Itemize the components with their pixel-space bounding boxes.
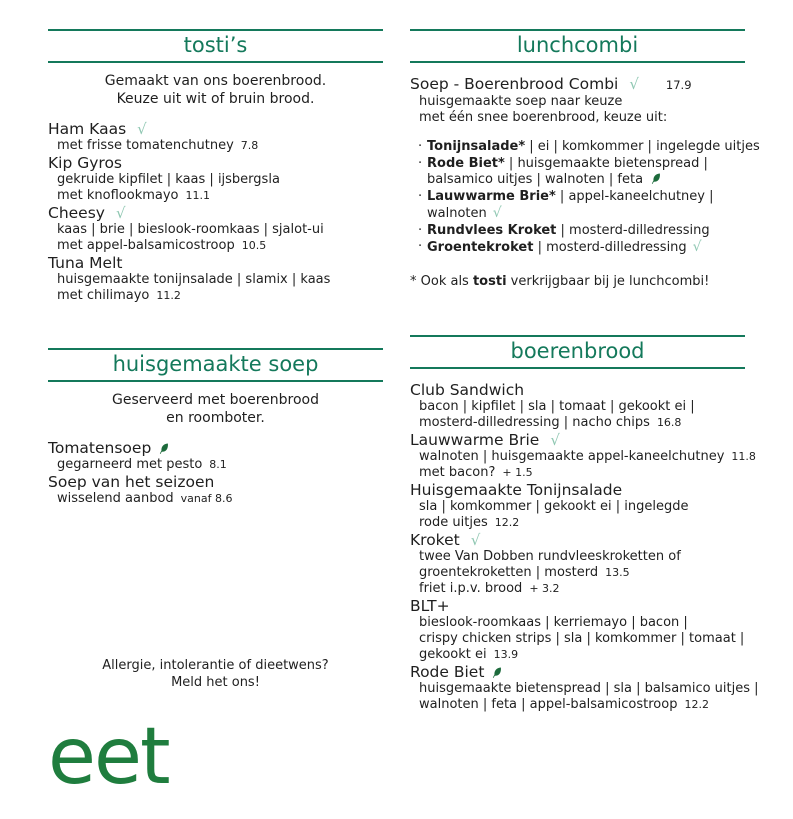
- combo-options-list: [410, 139, 760, 257]
- item-name: Kip Gyros: [48, 154, 123, 172]
- section-intro: [48, 392, 383, 427]
- item-name: Kroket: [410, 530, 460, 549]
- menu-item-list: [48, 439, 383, 507]
- menu-item-list: [410, 380, 759, 713]
- item-price: 13.9: [493, 647, 519, 661]
- section-header: [48, 29, 383, 63]
- vegetarian-check-icon: √: [629, 75, 639, 93]
- left-column: [48, 0, 383, 802]
- item-description-text: sla | komkommer | gekookt ei | ingelegde: [419, 498, 689, 514]
- item-description-text: walnoten | huisgemaakte appel-kaneelchutney: [419, 448, 725, 464]
- item-description: [57, 288, 383, 304]
- option-text: | mosterd-dilledressing: [556, 222, 710, 238]
- item-description: [419, 549, 745, 565]
- option-text: walnoten: [427, 206, 487, 221]
- menu-item: [410, 481, 745, 531]
- vegetarian-check-icon: √: [470, 530, 481, 549]
- menu-item: [48, 473, 383, 507]
- item-name: Ham Kaas: [48, 120, 127, 138]
- option-name: Tonijnsalade*: [427, 139, 526, 154]
- item-name-line: [48, 204, 383, 222]
- menu-item: [410, 597, 745, 663]
- menu-item-combo: [410, 75, 760, 290]
- menu-item: [48, 204, 383, 254]
- item-name: BLT+: [410, 596, 450, 615]
- item-description: [419, 465, 745, 481]
- item-name: Rode Biet: [410, 662, 485, 681]
- item-name: Soep van het seizoen: [48, 473, 215, 491]
- option-text: balsamico uitjes | walnoten | feta: [427, 172, 644, 187]
- intro-line: en roomboter.: [166, 409, 265, 426]
- item-description-text: met frisse tomatenchutney: [57, 138, 234, 153]
- item-description: [419, 448, 756, 465]
- menu-item: [48, 439, 383, 473]
- combo-option: [410, 139, 760, 156]
- option-name: Rundvlees Kroket: [427, 222, 557, 238]
- item-name: Lauwwarme Brie: [410, 430, 540, 449]
- allergy-note-line: Meld het ons!: [171, 675, 260, 690]
- item-description: [419, 399, 745, 415]
- bullet-dot: ·: [418, 139, 423, 154]
- item-description: [419, 581, 745, 597]
- vegetarian-check-icon: √: [550, 430, 560, 449]
- item-name-line: [410, 381, 745, 399]
- section-lunchcombi: [410, 29, 760, 290]
- item-description-text: met appel-balsamicostroop: [57, 238, 235, 253]
- item-name-line: [410, 431, 745, 449]
- combo-option: [410, 223, 745, 240]
- footnote-text: verkrijgbaar bij je lunchcombi!: [506, 273, 710, 289]
- section-boerenbrood: [410, 335, 759, 713]
- bullet-dot: ·: [418, 239, 423, 254]
- item-description: [419, 647, 745, 663]
- option-name: Groentekroket: [427, 240, 534, 255]
- intro-line: Geserveerd met boerenbrood: [111, 392, 320, 408]
- section-title: tosti’s: [183, 33, 248, 57]
- item-description-text: rode uitjes: [419, 514, 488, 530]
- item-name-line: [410, 597, 745, 615]
- bullet-dot: ·: [418, 155, 423, 171]
- item-name-line: [410, 75, 745, 94]
- menu-item: [48, 254, 383, 304]
- item-description-text: walnoten | feta | appel-balsamicostroop: [419, 696, 678, 712]
- item-description: [57, 172, 383, 188]
- item-description: [419, 615, 745, 631]
- item-description-text: kaas | brie | bieslook-roomkaas | sjalot-ui: [57, 222, 324, 237]
- item-description: [419, 415, 745, 431]
- item-description: [419, 697, 745, 713]
- item-description-text: wisselend aanbod: [57, 491, 174, 506]
- item-price: 8.1: [209, 458, 227, 471]
- item-description-text: bacon | kipfilet | sla | tomaat | gekookt ei |: [419, 398, 695, 414]
- item-name-line: [48, 473, 383, 491]
- item-price: 12.2: [684, 697, 709, 711]
- item-description-text: huisgemaakte bietenspread | sla | balsamico uitjes |: [419, 680, 759, 696]
- menu-item: [410, 381, 745, 431]
- item-description-text: met bacon?: [419, 464, 496, 480]
- option-text: | appel-kaneelchutney |: [555, 188, 714, 204]
- item-description-text: twee Van Dobben rundvleeskroketten of: [419, 548, 681, 564]
- item-name: Huisgemaakte Tonijnsalade: [410, 480, 623, 499]
- item-description-text: friet i.p.v. brood: [419, 580, 523, 596]
- item-description-text: groentekroketten | mosterd: [419, 564, 599, 580]
- intro-line: Keuze uit wit of bruin brood.: [116, 90, 315, 107]
- vegetarian-check-icon: √: [115, 204, 126, 222]
- item-description: huisgemaakte soep naar keuze: [419, 94, 623, 109]
- item-name: Cheesy: [48, 204, 105, 222]
- item-price: vanaf 8.6: [180, 492, 233, 505]
- section-header: [410, 335, 745, 369]
- item-description-text: mosterd-dilledressing | nacho chips: [419, 414, 650, 430]
- section-header: [48, 348, 383, 382]
- item-description: [57, 222, 383, 238]
- item-price: 7.8: [240, 139, 259, 152]
- vegan-leaf-icon: [643, 172, 662, 187]
- combo-option-continued: [410, 172, 745, 189]
- item-price: 16.8: [656, 415, 682, 429]
- footnote-text: * Ook als: [410, 273, 473, 289]
- section-header: [410, 29, 745, 63]
- item-price: 12.2: [494, 515, 520, 529]
- item-name-line: [410, 663, 745, 681]
- item-description: [419, 499, 745, 515]
- item-description-text: bieslook-roomkaas | kerriemayo | bacon |: [419, 614, 688, 630]
- menu-item: [410, 662, 759, 713]
- vegan-leaf-icon: [151, 439, 170, 457]
- item-name: Tuna Melt: [48, 254, 123, 272]
- option-text: | ei | komkommer | ingelegde uitjes: [525, 139, 760, 154]
- allergy-note-line: Allergie, intolerantie of dieetwens?: [102, 658, 329, 673]
- item-name: Club Sandwich: [410, 380, 525, 399]
- item-description-text: met knoflookmayo: [57, 188, 179, 203]
- combo-option-continued: [410, 205, 745, 223]
- option-name: Lauwwarme Brie*: [427, 188, 556, 204]
- item-description: met één snee boerenbrood, keuze uit:: [419, 110, 668, 125]
- menu-item: [48, 120, 383, 154]
- item-name-line: [410, 481, 745, 499]
- item-description: [57, 491, 383, 507]
- item-description-text: gekookt ei: [419, 646, 487, 662]
- item-description-text: crispy chicken strips | sla | komkommer | tomaat |: [419, 630, 745, 646]
- option-name: Rode Biet*: [427, 155, 505, 171]
- item-price: + 1.5: [502, 465, 533, 479]
- bullet-dot: ·: [418, 222, 423, 238]
- item-description: [57, 238, 383, 254]
- item-price: 10.5: [241, 239, 267, 252]
- item-description: [57, 138, 383, 154]
- section-title: lunchcombi: [516, 33, 639, 57]
- vegetarian-check-icon: √: [692, 239, 702, 255]
- item-name-line: [48, 120, 383, 138]
- vegetarian-check-icon: √: [137, 120, 147, 138]
- item-description: [57, 457, 383, 473]
- item-price: 11.8: [731, 449, 756, 463]
- menu-item: [410, 430, 756, 481]
- combo-option: [410, 156, 745, 173]
- item-price: 11.1: [185, 189, 211, 202]
- right-column: [410, 0, 760, 713]
- item-description: [57, 188, 383, 204]
- item-description: [419, 631, 745, 647]
- allergy-note: [48, 657, 383, 691]
- footnote: [410, 274, 745, 290]
- item-name-line: [48, 439, 383, 457]
- item-price: 11.2: [156, 289, 181, 302]
- combo-option: [410, 189, 745, 206]
- item-name: Soep - Boerenbrood Combi: [410, 75, 619, 93]
- menu-item-list: [48, 120, 383, 304]
- item-description: [419, 565, 745, 581]
- vegetarian-check-icon: √: [492, 205, 502, 221]
- item-description-text: huisgemaakte tonijnsalade | slamix | kaas: [57, 272, 331, 287]
- item-price: + 3.2: [529, 581, 560, 595]
- item-name-line: [48, 154, 383, 172]
- combo-option: [410, 239, 745, 257]
- menu-item: [48, 154, 383, 204]
- bullet-dot: ·: [418, 188, 423, 204]
- vegan-leaf-icon: [484, 663, 503, 681]
- section-title: boerenbrood: [510, 338, 645, 363]
- section-intro: [48, 73, 383, 108]
- menu-item: [410, 531, 745, 597]
- option-text: | huisgemaakte bietenspread |: [504, 155, 708, 171]
- item-price: 13.5: [605, 565, 630, 579]
- item-description: [57, 272, 383, 288]
- item-name: Tomatensoep: [48, 439, 152, 457]
- item-description-text: gegarneerd met pesto: [57, 457, 203, 472]
- section-huisgemaakte-soep: [48, 348, 383, 507]
- intro-line: Gemaakt van ons boerenbrood.: [104, 73, 327, 89]
- item-description: [419, 680, 759, 697]
- section-title: huisgemaakte soep: [112, 352, 319, 376]
- item-name-line: [410, 531, 745, 549]
- item-description-text: gekruide kipfilet | kaas | ijsbergsla: [57, 172, 280, 187]
- eet-logo: eet: [48, 712, 169, 802]
- item-price: 17.9: [665, 78, 692, 92]
- option-text: | mosterd-dilledressing: [533, 240, 687, 255]
- section-tostis: [48, 29, 383, 304]
- footnote-bold: tosti: [472, 273, 507, 289]
- item-description-text: met chilimayo: [57, 288, 150, 303]
- item-name-line: [48, 254, 383, 272]
- item-description: [419, 515, 745, 531]
